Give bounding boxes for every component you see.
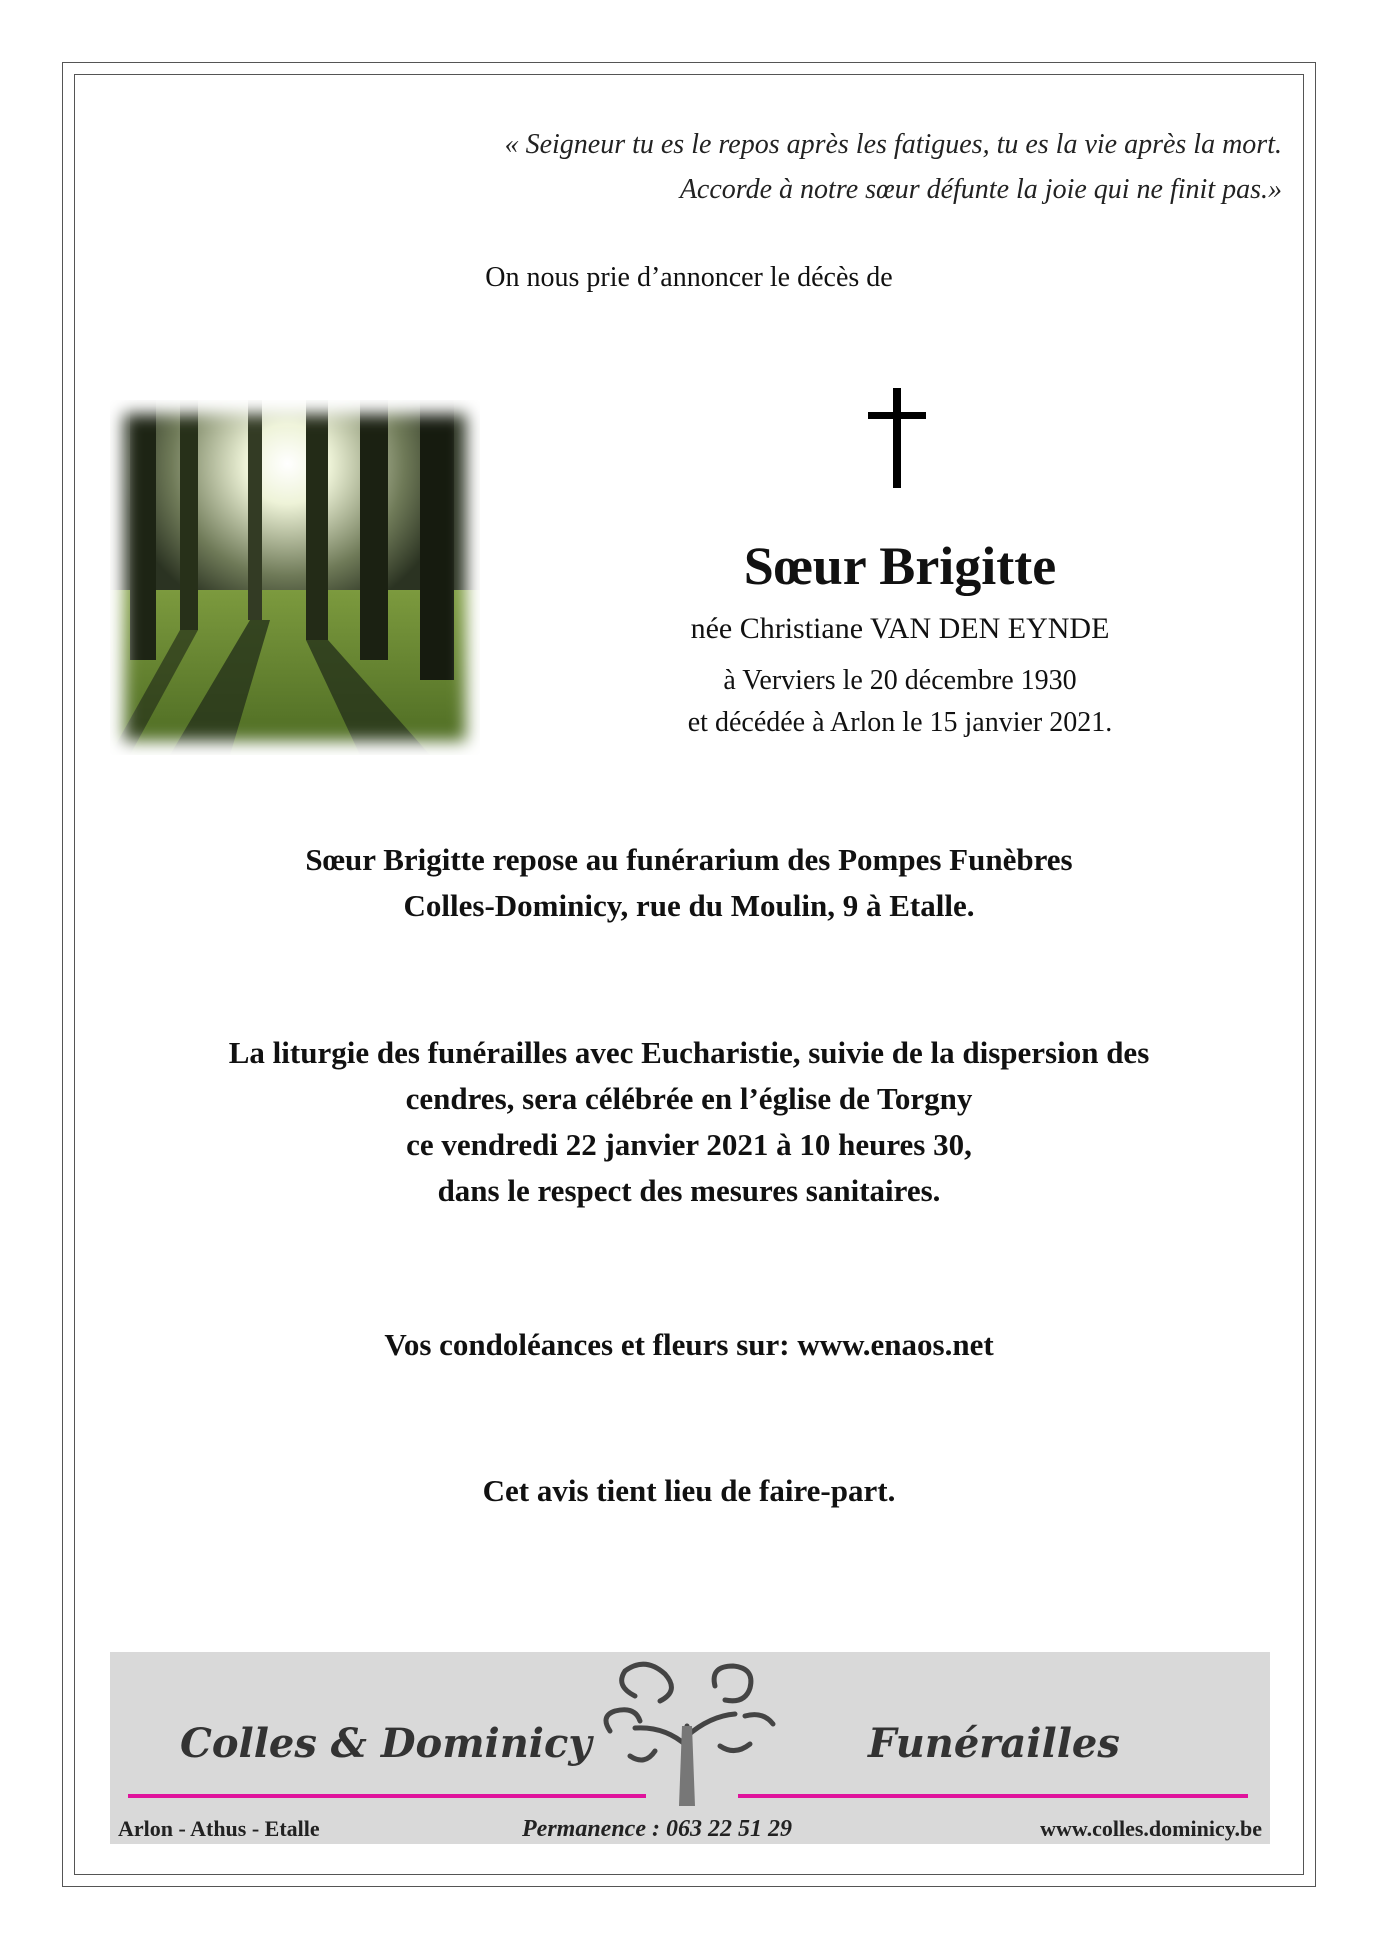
announcement-intro: On nous prie d’annoncer le décès de: [485, 262, 893, 293]
accent-line-left: [128, 1794, 646, 1798]
death-date: et décédée à Arlon le 15 janvier 2021.: [687, 707, 1113, 738]
cross-icon: [862, 388, 932, 488]
accent-line-right: [738, 1794, 1248, 1798]
website-text: www.colles.dominicy.be: [1040, 1816, 1262, 1841]
condolences-line: Vos condoléances et fleurs sur: www.enaos.net: [384, 1327, 994, 1362]
permanence-phone: Permanence : 063 22 51 29: [522, 1816, 792, 1842]
liturgy-line-3: ce vendredi 22 janvier 2021 à 10 heures 30,: [406, 1127, 972, 1162]
locations-text: Arlon - Athus - Etalle: [118, 1816, 320, 1841]
rest-line-1: Sœur Brigitte repose au funérarium des Pompes Funèbres: [305, 842, 1073, 877]
liturgy-line-2: cendres, sera célébrée en l’église de Torgny: [405, 1081, 973, 1116]
deceased-name: Sœur Brigitte: [743, 536, 1057, 596]
brand-name: Colles & Dominicy: [180, 1720, 592, 1767]
quote-line-2: Accorde à notre sœur défunte la joie qui ne finit pas.»: [679, 174, 1282, 205]
rest-paragraph: [0, 837, 1378, 929]
quote-line-1: « Seigneur tu es le repos après les fatigues, tu es la vie après la mort.: [504, 129, 1282, 160]
liturgy-line-1: La liturgie des funérailles avec Eucharistie, suivie de la dispersion des: [228, 1035, 1150, 1070]
rest-line-2: Colles-Dominicy, rue du Moulin, 9 à Etalle.: [403, 888, 975, 923]
liturgy-line-4: dans le respect des mesures sanitaires.: [437, 1173, 941, 1208]
page-border-inner: [74, 74, 1304, 1875]
liturgy-paragraph: [0, 1030, 1378, 1214]
tree-icon: [595, 1656, 780, 1806]
birth-date: à Verviers le 20 décembre 1930: [723, 665, 1077, 696]
notice-line: Cet avis tient lieu de faire-part.: [482, 1473, 896, 1508]
brand-tagline: Funérailles: [868, 1720, 1120, 1767]
birth-name: née Christiane VAN DEN EYNDE: [690, 612, 1110, 645]
forest-sunlight-photo: [110, 400, 480, 755]
funeral-home-footer: [110, 1652, 1270, 1844]
prayer-quote: [505, 122, 1282, 212]
